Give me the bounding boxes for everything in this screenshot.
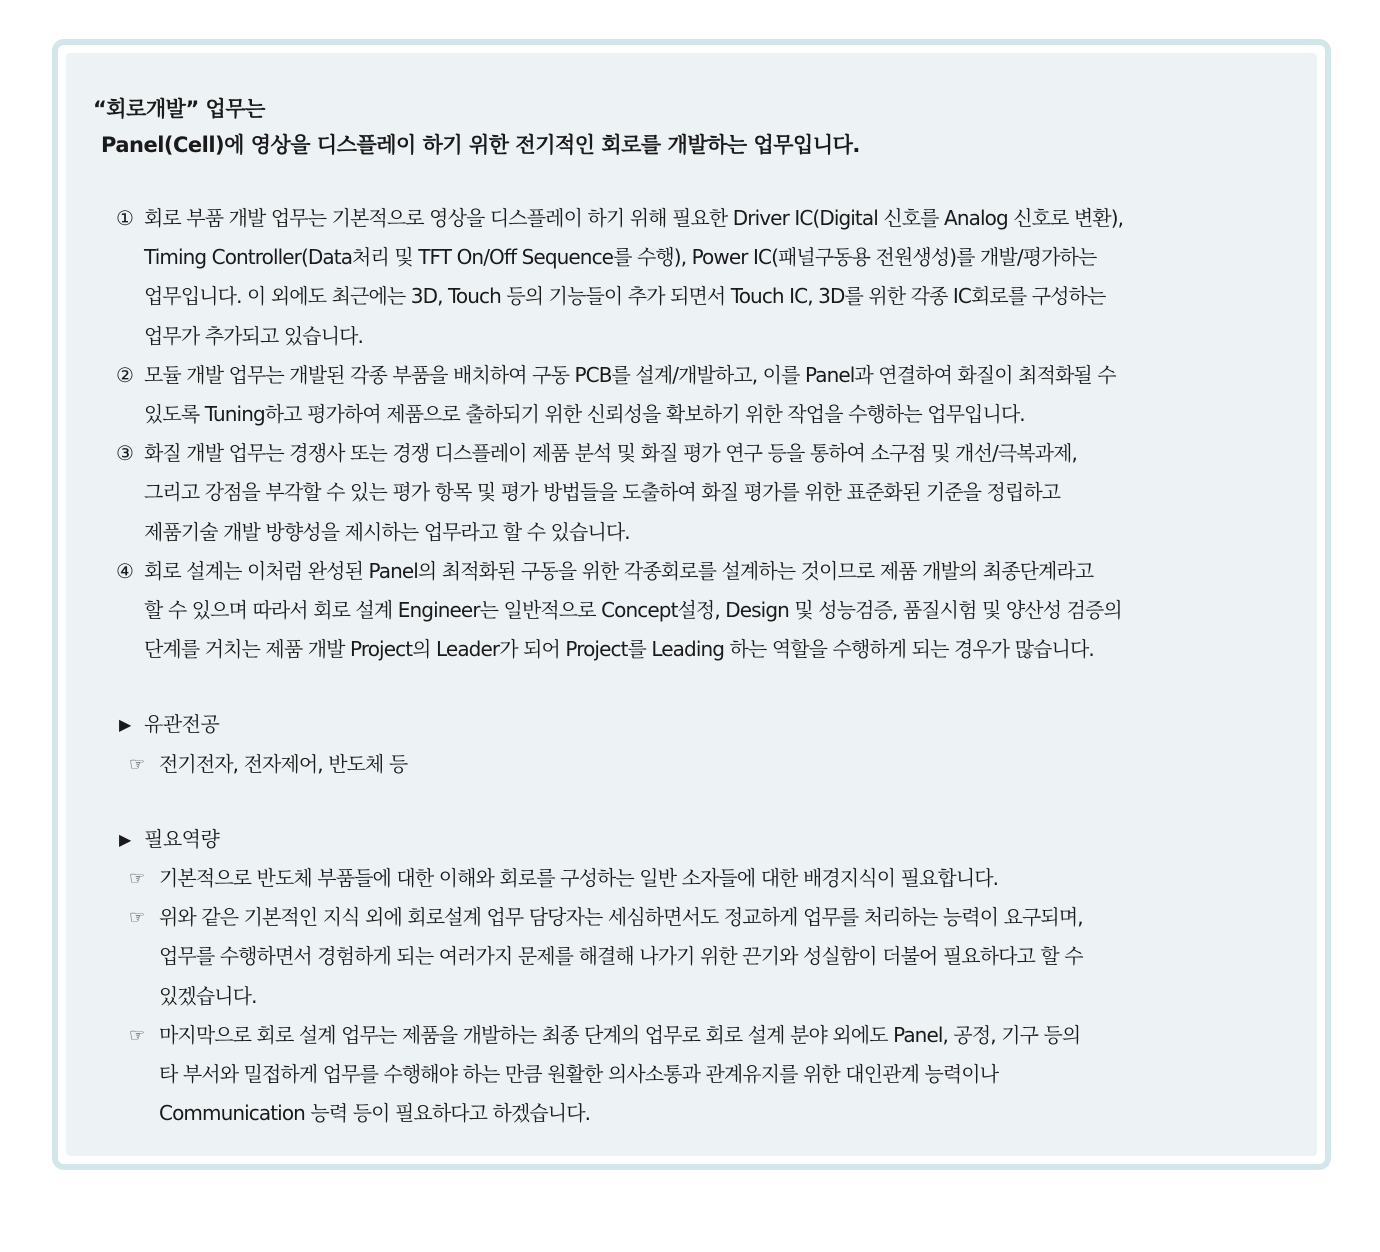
- intro-title-line1: “회로개발” 업무는: [93, 97, 265, 121]
- duty-item-3: [93, 434, 1293, 552]
- pointing-hand-icon: ☞: [129, 1024, 145, 1046]
- major-item: [93, 745, 1293, 784]
- duty-line: 단계를 거치는 제품 개발 Project의 Leader가 되어 Project를 Leading 하는 역할을 수행하게 되는 경우가 많습니다.: [144, 637, 1094, 662]
- duty-line: 제품기술 개발 방향성을 제시하는 업무라고 할 수 있습니다.: [144, 519, 630, 544]
- intro-title: [93, 91, 1293, 163]
- skill-line: Communication 능력 등이 필요하다고 하겠습니다.: [159, 1101, 591, 1126]
- pointing-hand-icon: ☞: [129, 753, 145, 775]
- info-box-content: [93, 91, 1293, 1133]
- triangle-bullet-icon: ▶: [119, 829, 131, 849]
- skills-section: [93, 820, 1293, 1134]
- skills-heading-label: 필요역량: [144, 826, 220, 851]
- duty-number: ②: [116, 362, 134, 387]
- pointing-hand-icon: ☞: [129, 868, 145, 890]
- duty-line: 모듈 개발 업무는 개발된 각종 부품을 배치하여 구동 PCB를 설계/개발하고, 이를 Panel과 연결하여 화질이 최적화될 수: [144, 362, 1116, 387]
- info-box-frame: [52, 39, 1331, 1170]
- duty-line: 회로 설계는 이처럼 완성된 Panel의 최적화된 구동을 위한 각종회로를 설계하는 것이므로 제품 개발의 최종단계라고: [144, 558, 1094, 583]
- duty-item-2: [93, 356, 1293, 434]
- skill-item-3: [93, 1016, 1293, 1134]
- duty-line: 회로 부품 개발 업무는 기본적으로 영상을 디스플레이 하기 위해 필요한 Driver IC(Digital 신호를 Analog 신호로 변환),: [144, 206, 1124, 230]
- duty-line: 그리고 강점을 부각할 수 있는 평가 항목 및 평가 방법들을 도출하여 화질 평가를 위한 표준화된 기준을 정립하고: [144, 480, 1061, 505]
- info-box-panel: [66, 53, 1317, 1156]
- triangle-bullet-icon: ▶: [119, 715, 131, 735]
- duty-line: 화질 개발 업무는 경쟁사 또는 경쟁 디스플레이 제품 분석 및 화질 평가 연구 등을 통하여 소구점 및 개선/극복과제,: [144, 441, 1077, 466]
- duty-number: ③: [116, 441, 134, 466]
- skill-item-2: [93, 898, 1293, 1016]
- duty-item-1: [93, 199, 1293, 356]
- duty-list: [93, 199, 1293, 669]
- skill-line: 위와 같은 기본적인 지식 외에 회로설계 업무 담당자는 세심하면서도 정교하게 업무를 처리하는 능력이 요구되며,: [159, 905, 1083, 930]
- major-section: [93, 705, 1293, 783]
- intro-title-line2: Panel(Cell)에 영상을 디스플레이 하기 위한 전기적인 회로를 개발하는 업무입니다.: [101, 133, 860, 157]
- major-text: 전기전자, 전자제어, 반도체 등: [159, 751, 408, 776]
- skill-item-1: [93, 859, 1293, 898]
- duty-number: ①: [116, 206, 134, 230]
- spacer: [93, 669, 1293, 705]
- duty-line: Timing Controller(Data처리 및 TFT On/Off Sequence를 수행), Power IC(패널구동용 전원생성)를 개발/평가하는: [144, 245, 1097, 270]
- duty-item-4: [93, 552, 1293, 670]
- skill-line: 기본적으로 반도체 부품들에 대한 이해와 회로를 구성하는 일반 소자들에 대한 배경지식이 필요합니다.: [159, 866, 999, 891]
- skill-line: 마지막으로 회로 설계 업무는 제품을 개발하는 최종 단계의 업무로 회로 설계 분야 외에도 Panel, 공정, 기구 등의: [159, 1022, 1081, 1047]
- skill-line: 타 부서와 밀접하게 업무를 수행해야 하는 만큼 원활한 의사소통과 관계유지를 위한 대인관계 능력이나: [159, 1062, 999, 1087]
- spacer: [93, 784, 1293, 820]
- major-heading: [93, 705, 1293, 744]
- skills-heading: [93, 820, 1293, 859]
- duty-line: 있도록 Tuning하고 평가하여 제품으로 출하되기 위한 신뢰성을 확보하기 위한 작업을 수행하는 업무입니다.: [144, 402, 1025, 427]
- skill-line: 있겠습니다.: [159, 983, 257, 1008]
- pointing-hand-icon: ☞: [129, 907, 145, 929]
- skill-line: 업무를 수행하면서 경험하게 되는 여러가지 문제를 해결해 나가기 위한 끈기와 성실함이 더불어 필요하다고 할 수: [159, 944, 1083, 969]
- duty-line: 할 수 있으며 따라서 회로 설계 Engineer는 일반적으로 Concept설정, Design 및 성능검증, 품질시험 및 양산성 검증의: [144, 598, 1122, 623]
- duty-number: ④: [116, 558, 134, 583]
- duty-line: 업무입니다. 이 외에도 최근에는 3D, Touch 등의 기능들이 추가 되면서 Touch IC, 3D를 위한 각종 IC회로를 구성하는: [144, 284, 1106, 309]
- spacer: [93, 163, 1293, 199]
- major-heading-label: 유관전공: [144, 712, 220, 737]
- duty-line: 업무가 추가되고 있습니다.: [144, 323, 363, 348]
